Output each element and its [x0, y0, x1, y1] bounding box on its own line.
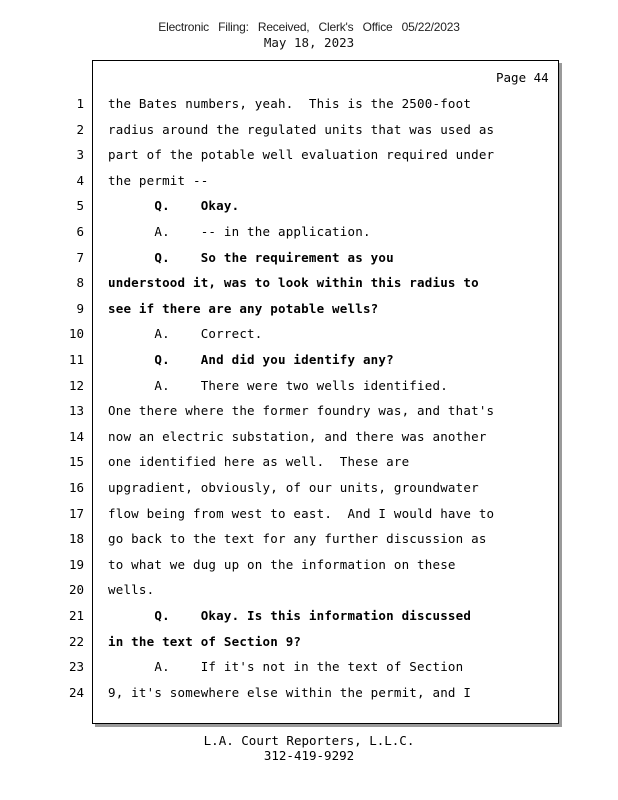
line-number: 4 — [76, 173, 84, 188]
transcript-line: now an electric substation, and there was another — [108, 429, 487, 444]
transcript-line: the permit -- — [108, 173, 209, 188]
line-number: 13 — [68, 403, 84, 418]
line-number: 16 — [68, 480, 84, 495]
line-number: 18 — [68, 531, 84, 546]
transcript-line: part of the potable well evaluation required under — [108, 147, 495, 162]
line-number: 3 — [76, 147, 84, 162]
line-number: 1 — [76, 96, 84, 111]
line-number: 6 — [76, 224, 84, 239]
transcript-line: A. -- in the application. — [108, 224, 371, 239]
line-number: 11 — [68, 352, 84, 367]
line-number: 21 — [68, 608, 84, 623]
transcript-line: in the text of Section 9? — [108, 634, 302, 649]
transcript-line: A. Correct. — [108, 326, 263, 341]
line-number: 17 — [68, 506, 84, 521]
line-number: 7 — [76, 250, 84, 265]
line-number: 8 — [76, 275, 84, 290]
transcript-line: radius around the regulated units that was used as — [108, 122, 495, 137]
transcript-line: flow being from west to east. And I would have to — [108, 506, 495, 521]
line-number: 24 — [68, 685, 84, 700]
transcript-line: A. If it's not in the text of Section — [108, 659, 464, 674]
line-number: 9 — [76, 301, 84, 316]
line-number: 23 — [68, 659, 84, 674]
page-number: Page 44 — [496, 70, 549, 85]
line-number: 10 — [68, 326, 84, 341]
transcript-line: One there where the former foundry was, and that's — [108, 403, 495, 418]
transcript-line: understood it, was to look within this radius to — [108, 275, 479, 290]
transcript-line: upgradient, obviously, of our units, groundwater — [108, 480, 479, 495]
transcript-line: one identified here as well. These are — [108, 454, 410, 469]
line-number: 2 — [76, 122, 84, 137]
transcript-line: Q. Okay. — [108, 198, 240, 213]
transcript-line: go back to the text for any further discussion as — [108, 531, 487, 546]
transcript-line: 9, it's somewhere else within the permit, and I — [108, 685, 472, 700]
line-number: 20 — [68, 582, 84, 597]
transcript-line: the Bates numbers, yeah. This is the 2500-foot — [108, 96, 472, 111]
reporter-phone: 312-419-9292 — [263, 748, 355, 763]
transcript-line: A. There were two wells identified. — [108, 378, 448, 393]
transcript-line: wells. — [108, 582, 155, 597]
line-number: 15 — [68, 454, 84, 469]
line-number: 5 — [76, 198, 84, 213]
line-number: 22 — [68, 634, 84, 649]
transcript-line: Q. So the requirement as you — [108, 250, 394, 265]
transcript-line: see if there are any potable wells? — [108, 301, 379, 316]
filing-stamp: Electronic Filing: Received, Clerk's Office 05/22/2023 — [158, 20, 460, 34]
transcript-line: Q. Okay. Is this information discussed — [108, 608, 472, 623]
transcript-line: Q. And did you identify any? — [108, 352, 394, 367]
line-number: 12 — [68, 378, 84, 393]
deposition-date: May 18, 2023 — [263, 35, 355, 50]
transcript-line: to what we dug up on the information on these — [108, 557, 456, 572]
line-number: 19 — [68, 557, 84, 572]
line-number: 14 — [68, 429, 84, 444]
reporter-company: L.A. Court Reporters, L.L.C. — [203, 733, 415, 748]
